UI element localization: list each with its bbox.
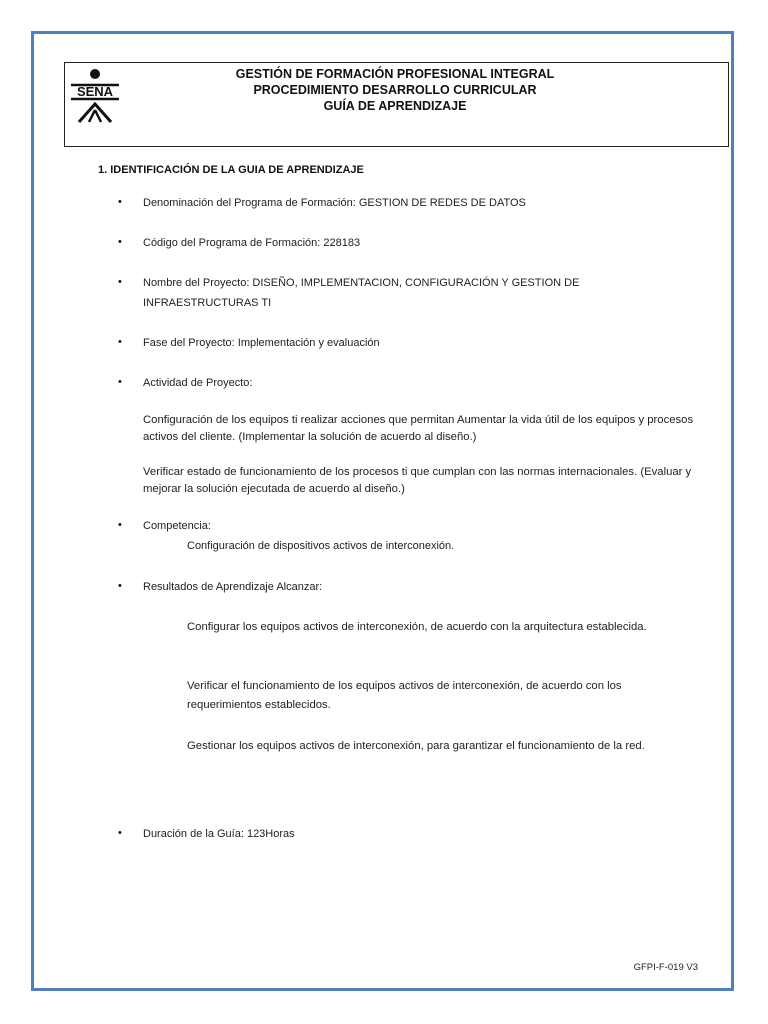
item-duracion: Duración de la Guía: 123Horas (143, 828, 295, 840)
sena-logo (67, 66, 127, 126)
header-titles (180, 66, 610, 114)
item-actividad: Actividad de Proyecto: (143, 377, 253, 389)
section-title: 1. IDENTIFICACIÓN DE LA GUIA DE APRENDIZAJE (98, 164, 364, 176)
item-proyecto-line2: INFRAESTRUCTURAS TI (143, 297, 272, 309)
item-codigo: Código del Programa de Formación: 228183 (143, 237, 361, 249)
bullet: • (118, 236, 122, 248)
bullet: • (118, 336, 122, 348)
resultado-2: Verificar el funcionamiento de los equipos activos de interconexión, de acuerdo con los requerimientos establecidos. (187, 680, 622, 711)
competencia-detalle: Configuración de dispositivos activos de interconexión. (187, 540, 455, 552)
item-proyecto-line1: Nombre del Proyecto: DISEÑO, IMPLEMENTACION, CONFIGURACIÓN Y GESTION DE (143, 277, 580, 289)
sena-logo-text: SENA (76, 84, 114, 99)
bullet: • (118, 196, 122, 208)
bullet: • (118, 827, 122, 839)
footer-code: GFPI-F-019 V3 (633, 962, 698, 973)
item-fase: Fase del Proyecto: Implementación y evaluación (143, 337, 380, 349)
item-resultados: Resultados de Aprendizaje Alcanzar: (143, 581, 323, 593)
actividad-paragraph-1: Configuración de los equipos ti realizar acciones que permitan Aumentar la vida útil de los equipos y procesos activos del cliente. (Implementar la solución de acuerdo al diseño.) (143, 414, 694, 443)
header-title-2: PROCEDIMIENTO DESARROLLO CURRICULAR (253, 83, 537, 97)
bullet: • (118, 519, 122, 531)
resultado-3: Gestionar los equipos activos de interconexión, para garantizar el funcionamiento de la red. (187, 740, 645, 752)
bullet: • (118, 276, 122, 288)
header-title-3: GUÍA DE APRENDIZAJE (323, 99, 467, 113)
item-denominacion: Denominación del Programa de Formación: GESTION DE REDES DE DATOS (143, 197, 526, 209)
actividad-paragraph-2: Verificar estado de funcionamiento de los procesos ti que cumplan con las normas internacionales. (Evaluar y mejorar la solución ejecutada de acuerdo al diseño.) (143, 466, 692, 495)
header-title-1: GESTIÓN DE FORMACIÓN PROFESIONAL INTEGRAL (235, 67, 555, 81)
bullet: • (118, 376, 122, 388)
item-competencia: Competencia: (143, 520, 211, 532)
bullet: • (118, 580, 122, 592)
resultado-1: Configurar los equipos activos de interconexión, de acuerdo con la arquitectura establecida. (187, 621, 647, 633)
